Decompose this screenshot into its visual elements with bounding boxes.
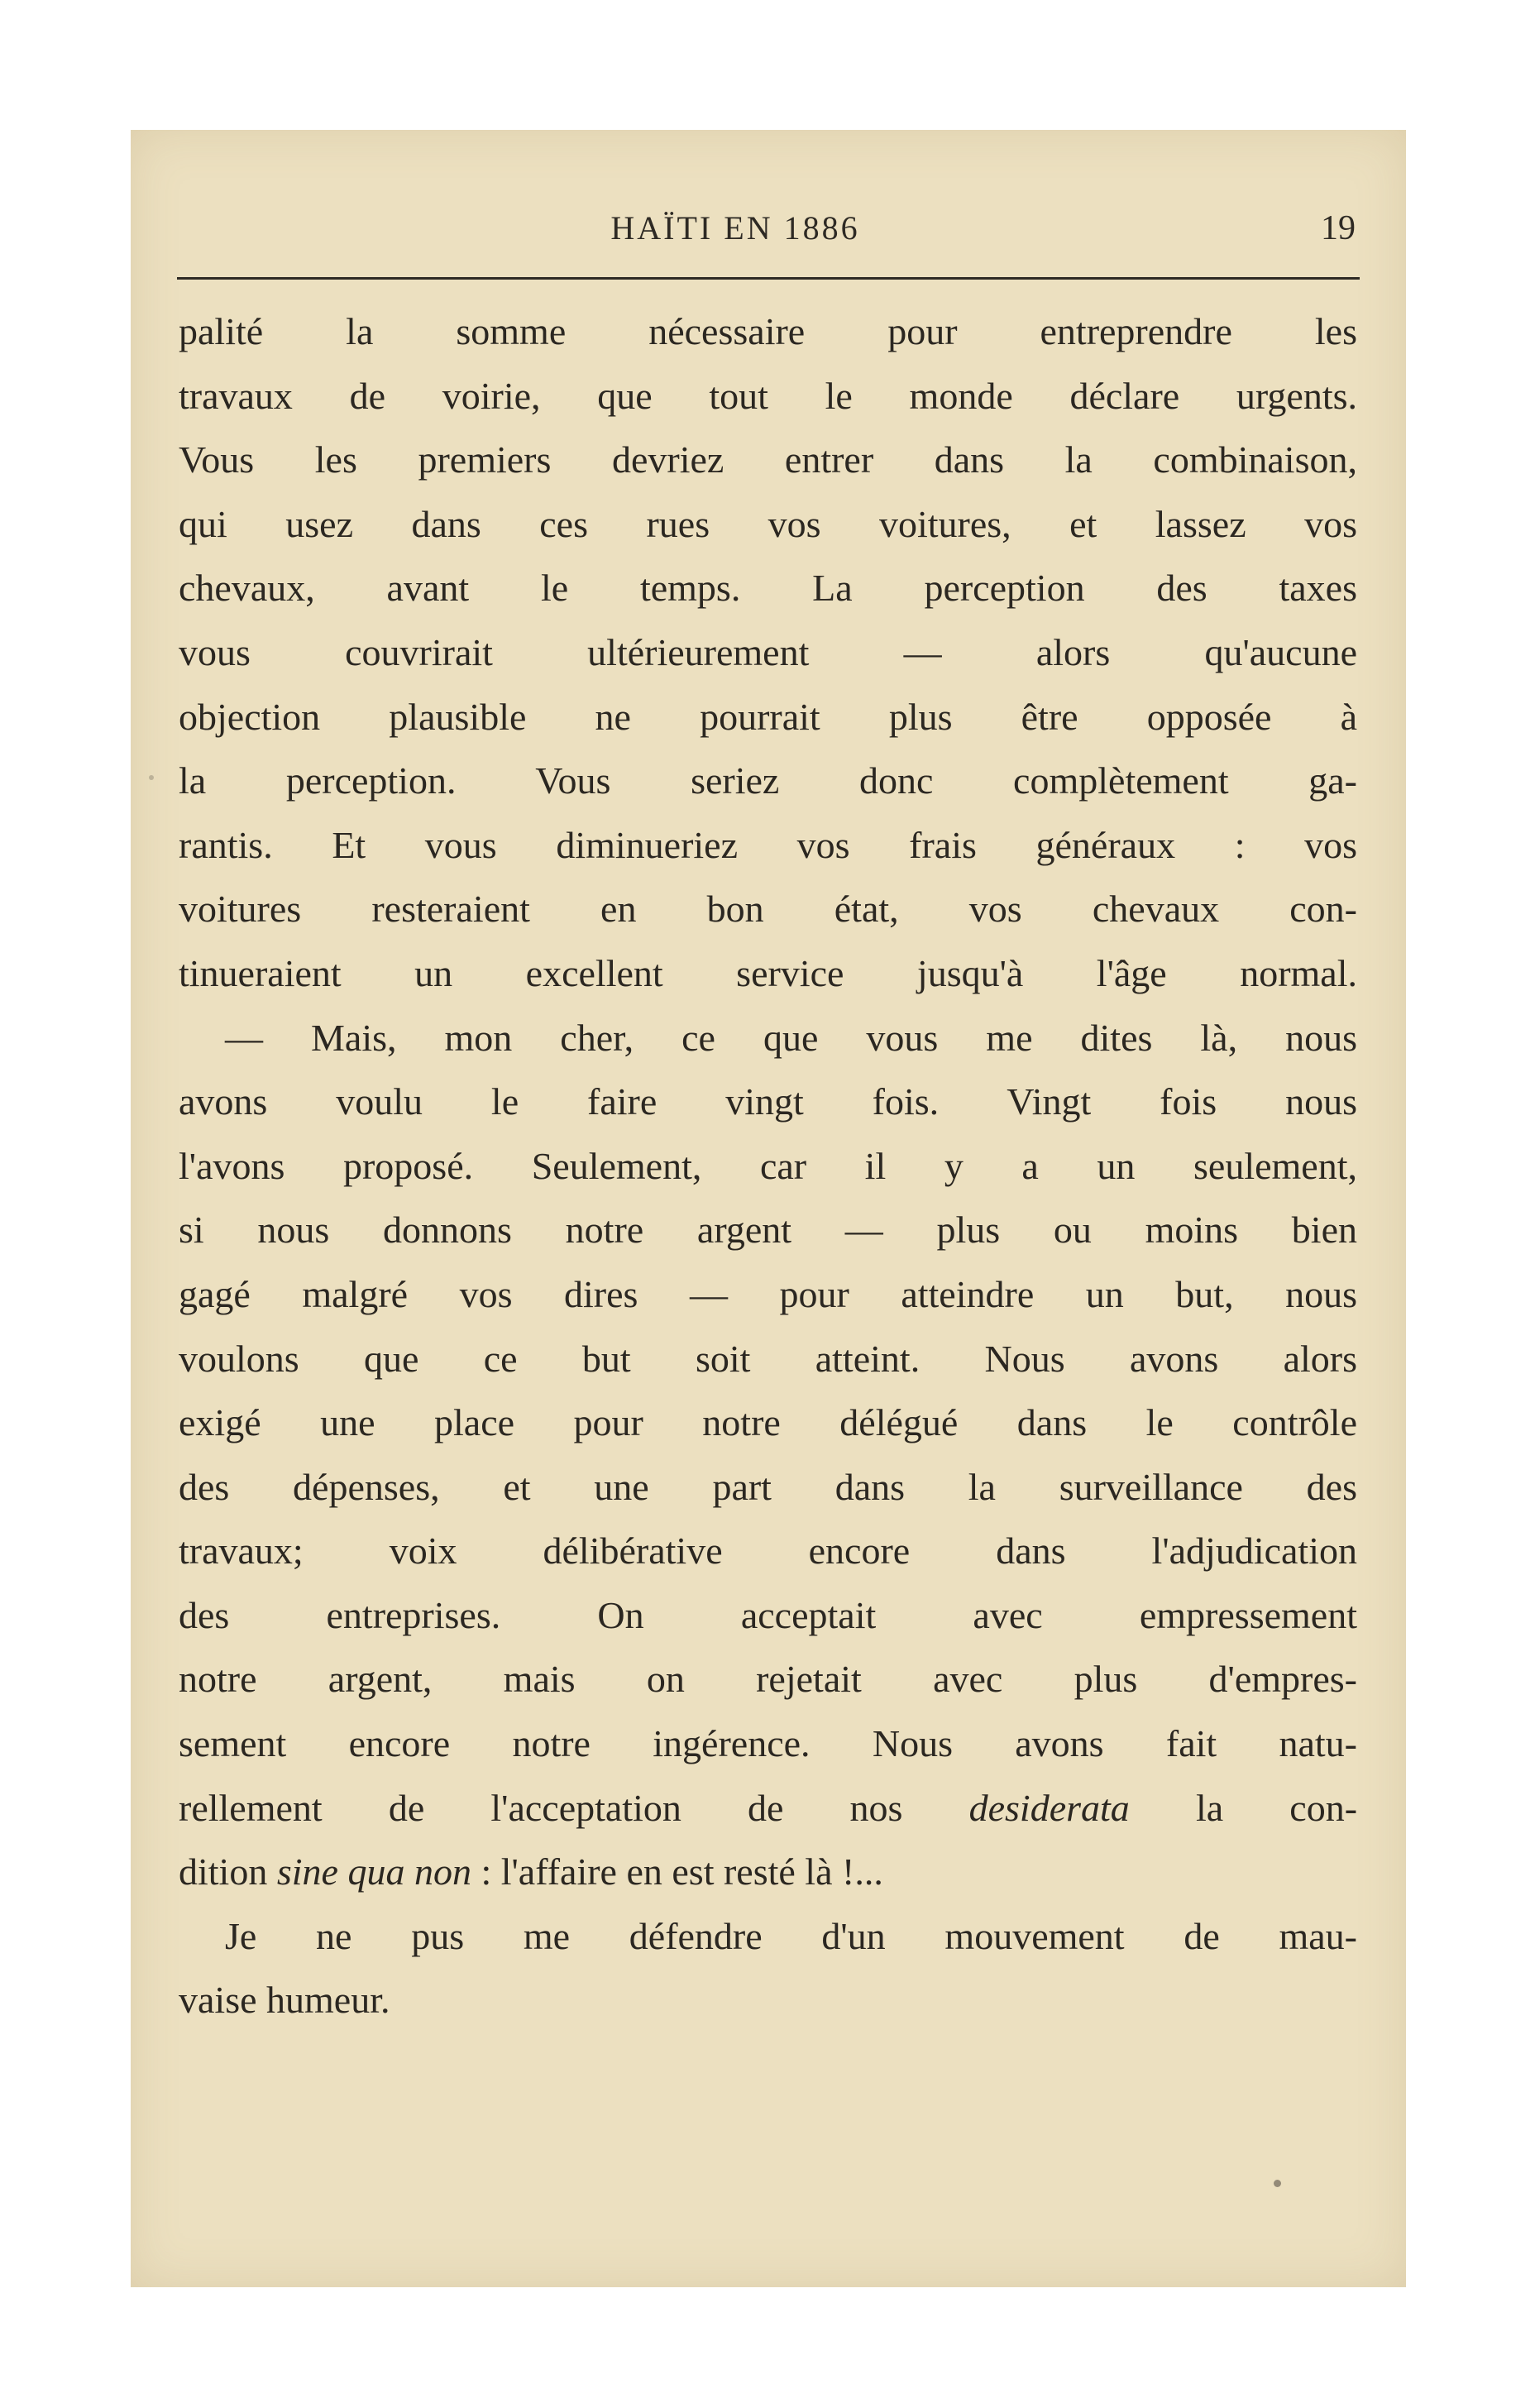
header-rule bbox=[177, 277, 1360, 280]
book-page bbox=[131, 130, 1406, 2287]
text-line: avons voulu le faire vingt fois. Vingt fois nous bbox=[179, 1080, 1357, 1123]
text-line: gagé malgré vos dires — pour atteindre un but, nous bbox=[179, 1272, 1357, 1315]
text-line bbox=[179, 1776, 1357, 1841]
text-line: voitures resteraient en bon état, vos chevaux con- bbox=[179, 888, 1357, 931]
text-line: travaux; voix délibérative encore dans l'adjudication bbox=[179, 1530, 1357, 1573]
text-line: des dépenses, et une part dans la surveillance des bbox=[179, 1465, 1357, 1508]
body-text bbox=[179, 299, 1357, 2032]
text-line: des entreprises. On acceptait avec empressement bbox=[179, 1593, 1357, 1636]
ink-speck bbox=[149, 775, 154, 780]
text-line: voulons que ce but soit atteint. Nous avons alors bbox=[179, 1337, 1357, 1380]
text-line: tinueraient un excellent service jusqu'à l'âge normal. bbox=[179, 951, 1357, 994]
text-line: chevaux, avant le temps. La perception des taxes bbox=[179, 567, 1357, 610]
text-line: palité la somme nécessaire pour entreprendre les bbox=[179, 310, 1357, 352]
italic-term: desiderata bbox=[968, 1786, 1130, 1829]
text-run: rellement de l'acceptation de nos bbox=[179, 1786, 903, 1829]
text-line: travaux de voirie, que tout le monde déclare urgents. bbox=[179, 374, 1357, 417]
text-run: dition bbox=[179, 1850, 268, 1893]
page-header bbox=[177, 208, 1360, 258]
text-line: exigé une place pour notre délégué dans le contrôle bbox=[179, 1401, 1357, 1444]
text-line: l'avons proposé. Seulement, car il y a un seulement, bbox=[179, 1144, 1357, 1187]
text-line: Je ne pus me défendre d'un mouvement de mau- bbox=[225, 1914, 1357, 1957]
text-run: : l'affaire en est resté là !... bbox=[481, 1850, 883, 1893]
text-line: objection plausible ne pourrait plus être opposée à bbox=[179, 695, 1357, 738]
text-line: Vous les premiers devriez entrer dans la combinaison, bbox=[179, 438, 1357, 481]
text-line: qui usez dans ces rues vos voitures, et lassez vos bbox=[179, 502, 1357, 545]
text-line: si nous donnons notre argent — plus ou moins bien bbox=[179, 1209, 1357, 1252]
running-title: HAÏTI EN 1886 bbox=[610, 209, 860, 247]
text-line: vaise humeur. bbox=[179, 1979, 390, 2022]
text-line: vous couvrirait ultérieurement — alors qu'aucune bbox=[179, 630, 1357, 673]
text-line: notre argent, mais on rejetait avec plus d'empres- bbox=[179, 1658, 1357, 1701]
text-line: rantis. Et vous diminueriez vos frais généraux : vos bbox=[179, 823, 1357, 866]
text-run: la con- bbox=[1195, 1786, 1358, 1829]
text-line: sement encore notre ingérence. Nous avons fait natu- bbox=[179, 1722, 1357, 1765]
text-line: — Mais, mon cher, ce que vous me dites là, nous bbox=[225, 1016, 1357, 1059]
text-line bbox=[179, 1840, 1357, 1904]
ink-speck bbox=[1274, 2180, 1281, 2187]
page-number: 19 bbox=[1321, 209, 1356, 247]
text-line: la perception. Vous seriez donc complètement ga- bbox=[179, 759, 1357, 802]
italic-term: sine qua non bbox=[276, 1850, 471, 1893]
